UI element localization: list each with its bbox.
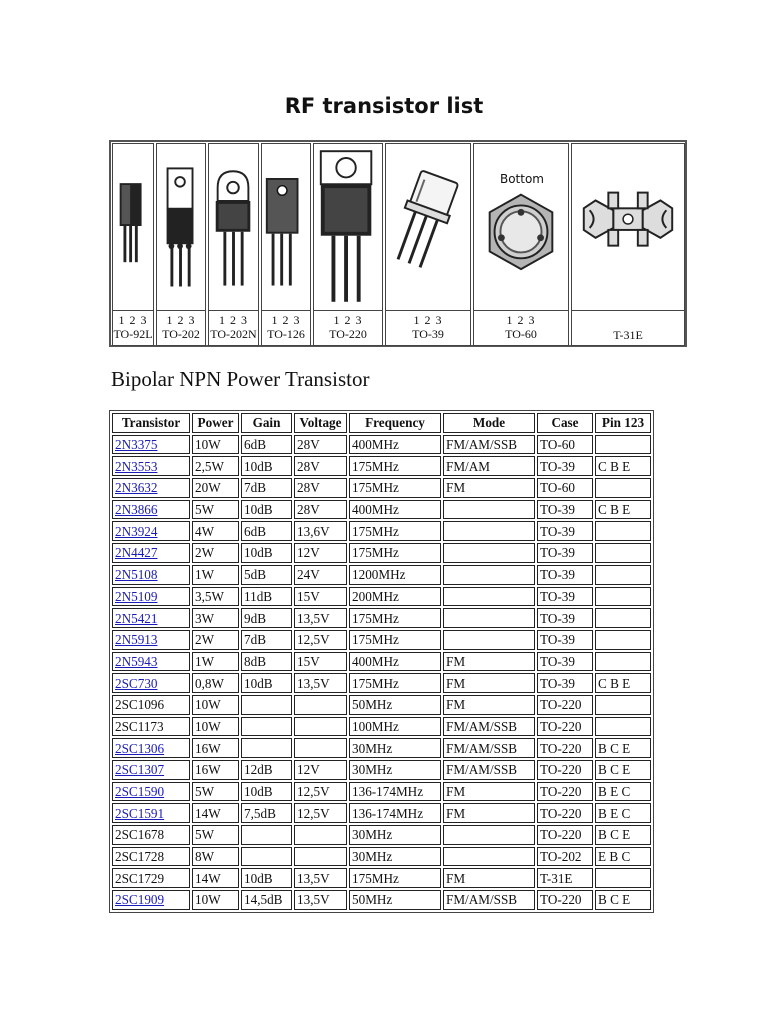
table-row <box>112 630 651 650</box>
voltage-cell: 13,5V <box>294 673 347 693</box>
mode-cell <box>443 587 535 607</box>
header-case: Case <box>537 413 593 433</box>
mode-cell <box>443 847 535 867</box>
pins-cell <box>595 652 651 672</box>
power-cell: 3W <box>192 608 239 628</box>
transistor-cell <box>112 456 190 476</box>
table-row <box>112 738 651 758</box>
transistor-cell <box>112 521 190 541</box>
frequency-cell: 175MHz <box>349 868 441 888</box>
frequency-cell: 175MHz <box>349 456 441 476</box>
gain-cell <box>241 847 292 867</box>
transistor-cell <box>112 782 190 802</box>
gain-cell: 10dB <box>241 456 292 476</box>
package-caption: 1 2 3 TO-92L <box>113 310 153 346</box>
package-cell-to39 <box>385 143 471 346</box>
pins-cell: B C E <box>595 825 651 845</box>
table-row <box>112 695 651 715</box>
pins-cell <box>595 565 651 585</box>
case-cell: TO-60 <box>537 435 593 455</box>
mode-cell: FM/AM/SSB <box>443 435 535 455</box>
transistor-cell: 2SC1729 <box>112 868 190 888</box>
pins-cell <box>595 608 651 628</box>
table-row <box>112 782 651 802</box>
mode-cell <box>443 608 535 628</box>
bottom-label: Bottom <box>499 172 544 186</box>
gain-cell <box>241 825 292 845</box>
case-cell: TO-220 <box>537 825 593 845</box>
table-row <box>112 587 651 607</box>
voltage-cell: 12,5V <box>294 630 347 650</box>
mode-cell: FM <box>443 673 535 693</box>
case-cell: TO-39 <box>537 543 593 563</box>
voltage-cell: 28V <box>294 500 347 520</box>
voltage-cell: 28V <box>294 478 347 498</box>
table-row <box>112 847 651 867</box>
table-row <box>112 673 651 693</box>
transistor-table <box>109 410 654 913</box>
power-cell: 5W <box>192 782 239 802</box>
transistor-cell <box>112 478 190 498</box>
pins-cell: B E C <box>595 803 651 823</box>
transistor-link[interactable]: 2N3553 <box>115 458 158 474</box>
header-voltage: Voltage <box>294 413 347 433</box>
table-row <box>112 543 651 563</box>
case-cell: TO-39 <box>537 565 593 585</box>
table-row <box>112 717 651 737</box>
package-cell-to92l <box>112 143 154 346</box>
mode-cell: FM <box>443 695 535 715</box>
to220-icon <box>314 144 382 308</box>
mode-cell <box>443 500 535 520</box>
table-row <box>112 760 651 780</box>
header-frequency: Frequency <box>349 413 441 433</box>
voltage-cell: 15V <box>294 587 347 607</box>
frequency-cell: 50MHz <box>349 695 441 715</box>
power-cell: 10W <box>192 435 239 455</box>
case-cell: TO-39 <box>537 652 593 672</box>
case-cell: TO-220 <box>537 695 593 715</box>
header-transistor: Transistor <box>112 413 190 433</box>
voltage-cell: 12V <box>294 760 347 780</box>
case-cell: TO-220 <box>537 738 593 758</box>
package-caption: 1 2 3 TO-126 <box>262 310 310 346</box>
gain-cell: 7dB <box>241 630 292 650</box>
case-cell: TO-60 <box>537 478 593 498</box>
table-row <box>112 478 651 498</box>
table-row <box>112 608 651 628</box>
frequency-cell: 100MHz <box>349 717 441 737</box>
frequency-cell: 175MHz <box>349 521 441 541</box>
mode-cell <box>443 565 535 585</box>
pins-cell <box>595 478 651 498</box>
pins-cell: B C E <box>595 738 651 758</box>
frequency-cell: 136-174MHz <box>349 803 441 823</box>
mode-cell: FM/AM/SSB <box>443 760 535 780</box>
transistor-link[interactable]: 2SC1590 <box>115 784 165 800</box>
case-cell: TO-39 <box>537 630 593 650</box>
to60-icon <box>474 144 568 308</box>
case-cell: TO-220 <box>537 803 593 823</box>
transistor-link[interactable]: 2N5108 <box>115 567 158 583</box>
power-cell: 3,5W <box>192 587 239 607</box>
to92l-icon <box>113 144 153 308</box>
table-row <box>112 803 651 823</box>
voltage-cell: 13,5V <box>294 868 347 888</box>
gain-cell <box>241 738 292 758</box>
t31e-icon <box>572 144 684 308</box>
gain-cell: 9dB <box>241 608 292 628</box>
pins-cell: B E C <box>595 782 651 802</box>
transistor-cell <box>112 738 190 758</box>
mode-cell: FM <box>443 782 535 802</box>
transistor-cell <box>112 673 190 693</box>
frequency-cell: 50MHz <box>349 890 441 910</box>
pins-cell: B C E <box>595 890 651 910</box>
header-gain: Gain <box>241 413 292 433</box>
transistor-cell <box>112 565 190 585</box>
gain-cell: 5dB <box>241 565 292 585</box>
gain-cell: 10dB <box>241 500 292 520</box>
case-cell: TO-39 <box>537 500 593 520</box>
package-cell-to202n <box>208 143 259 346</box>
voltage-cell: 24V <box>294 565 347 585</box>
mode-cell <box>443 521 535 541</box>
frequency-cell: 200MHz <box>349 587 441 607</box>
frequency-cell: 1200MHz <box>349 565 441 585</box>
power-cell: 2W <box>192 543 239 563</box>
case-cell: TO-39 <box>537 673 593 693</box>
case-cell: TO-220 <box>537 890 593 910</box>
pins-cell: C B E <box>595 456 651 476</box>
case-cell: TO-220 <box>537 717 593 737</box>
package-cell-to220 <box>313 143 383 346</box>
pins-cell <box>595 587 651 607</box>
pins-cell <box>595 695 651 715</box>
case-cell: TO-202 <box>537 847 593 867</box>
voltage-cell <box>294 738 347 758</box>
case-cell: TO-220 <box>537 760 593 780</box>
voltage-cell: 13,5V <box>294 890 347 910</box>
transistor-cell <box>112 630 190 650</box>
case-cell: TO-39 <box>537 456 593 476</box>
gain-cell: 7,5dB <box>241 803 292 823</box>
gain-cell: 6dB <box>241 521 292 541</box>
package-caption: 1 2 3 TO-60 <box>474 310 568 346</box>
page-title: RF transistor list <box>284 94 484 118</box>
to126-icon <box>262 144 310 308</box>
frequency-cell: 175MHz <box>349 608 441 628</box>
transistor-cell: 2SC1678 <box>112 825 190 845</box>
package-caption: T-31E <box>572 310 684 346</box>
power-cell: 14W <box>192 803 239 823</box>
voltage-cell: 28V <box>294 435 347 455</box>
package-caption: 1 2 3 TO-202N <box>209 310 258 346</box>
case-cell: T-31E <box>537 868 593 888</box>
gain-cell: 10dB <box>241 868 292 888</box>
voltage-cell <box>294 825 347 845</box>
package-strip <box>109 140 687 347</box>
section-subtitle: Bipolar NPN Power Transistor <box>111 367 370 391</box>
transistor-cell <box>112 760 190 780</box>
transistor-cell <box>112 608 190 628</box>
frequency-cell: 400MHz <box>349 652 441 672</box>
mode-cell <box>443 630 535 650</box>
frequency-cell: 400MHz <box>349 435 441 455</box>
to202-icon <box>157 144 205 308</box>
pins-cell <box>595 717 651 737</box>
pins-cell <box>595 630 651 650</box>
power-cell: 5W <box>192 500 239 520</box>
frequency-cell: 175MHz <box>349 630 441 650</box>
transistor-link[interactable]: 2N5913 <box>115 632 158 648</box>
table-header-row <box>112 413 651 433</box>
transistor-cell: 2SC1096 <box>112 695 190 715</box>
header-power: Power <box>192 413 239 433</box>
header-mode: Mode <box>443 413 535 433</box>
gain-cell: 12dB <box>241 760 292 780</box>
package-caption: 1 2 3 TO-39 <box>386 310 470 346</box>
power-cell: 8W <box>192 847 239 867</box>
frequency-cell: 400MHz <box>349 500 441 520</box>
transistor-link[interactable]: 2N4427 <box>115 545 158 561</box>
gain-cell: 10dB <box>241 543 292 563</box>
mode-cell: FM <box>443 478 535 498</box>
package-cell-to60 <box>473 143 569 346</box>
transistor-cell <box>112 890 190 910</box>
pins-cell: B C E <box>595 760 651 780</box>
transistor-link[interactable]: 2N5109 <box>115 588 158 604</box>
header-pins: Pin 123 <box>595 413 651 433</box>
gain-cell: 7dB <box>241 478 292 498</box>
mode-cell: FM/AM/SSB <box>443 738 535 758</box>
table-row <box>112 435 651 455</box>
transistor-link[interactable]: 2SC730 <box>115 675 158 691</box>
transistor-cell <box>112 543 190 563</box>
frequency-cell: 30MHz <box>349 825 441 845</box>
power-cell: 2,5W <box>192 456 239 476</box>
frequency-cell: 175MHz <box>349 478 441 498</box>
pins-cell <box>595 521 651 541</box>
pins-cell <box>595 868 651 888</box>
mode-cell <box>443 825 535 845</box>
to39-icon <box>386 144 470 308</box>
transistor-link[interactable]: 2SC1307 <box>115 762 165 778</box>
power-cell: 20W <box>192 478 239 498</box>
transistor-link[interactable]: 2SC1909 <box>115 892 165 908</box>
voltage-cell: 12V <box>294 543 347 563</box>
power-cell: 1W <box>192 565 239 585</box>
transistor-cell: 2SC1728 <box>112 847 190 867</box>
mode-cell: FM/AM/SSB <box>443 890 535 910</box>
gain-cell: 14,5dB <box>241 890 292 910</box>
mode-cell <box>443 543 535 563</box>
power-cell: 14W <box>192 868 239 888</box>
package-caption: 1 2 3 TO-202 <box>157 310 205 346</box>
transistor-cell <box>112 652 190 672</box>
transistor-link[interactable]: 2N5421 <box>115 610 158 626</box>
voltage-cell: 13,5V <box>294 608 347 628</box>
transistor-cell: 2SC1173 <box>112 717 190 737</box>
table-row <box>112 521 651 541</box>
voltage-cell: 12,5V <box>294 782 347 802</box>
table-row <box>112 652 651 672</box>
case-cell: TO-39 <box>537 521 593 541</box>
table-row <box>112 868 651 888</box>
package-caption: 1 2 3 TO-220 <box>314 310 382 346</box>
package-cell-to202 <box>156 143 206 346</box>
case-cell: TO-39 <box>537 608 593 628</box>
gain-cell: 10dB <box>241 673 292 693</box>
gain-cell: 10dB <box>241 782 292 802</box>
frequency-cell: 136-174MHz <box>349 782 441 802</box>
gain-cell <box>241 717 292 737</box>
voltage-cell <box>294 695 347 715</box>
frequency-cell: 30MHz <box>349 847 441 867</box>
transistor-link[interactable]: 2N3632 <box>115 480 158 496</box>
transistor-cell <box>112 500 190 520</box>
power-cell: 0,8W <box>192 673 239 693</box>
table-row <box>112 890 651 910</box>
power-cell: 10W <box>192 695 239 715</box>
pins-cell: C B E <box>595 500 651 520</box>
transistor-link[interactable]: 2N3924 <box>115 523 158 539</box>
voltage-cell: 12,5V <box>294 803 347 823</box>
table-row <box>112 825 651 845</box>
gain-cell: 6dB <box>241 435 292 455</box>
transistor-cell <box>112 803 190 823</box>
case-cell: TO-220 <box>537 782 593 802</box>
pins-cell: E B C <box>595 847 651 867</box>
voltage-cell: 13,6V <box>294 521 347 541</box>
voltage-cell <box>294 847 347 867</box>
mode-cell: FM/AM <box>443 456 535 476</box>
power-cell: 4W <box>192 521 239 541</box>
gain-cell: 8dB <box>241 652 292 672</box>
mode-cell: FM <box>443 652 535 672</box>
table-row <box>112 565 651 585</box>
mode-cell: FM <box>443 868 535 888</box>
power-cell: 10W <box>192 890 239 910</box>
pins-cell: C B E <box>595 673 651 693</box>
voltage-cell <box>294 717 347 737</box>
power-cell: 1W <box>192 652 239 672</box>
pins-cell <box>595 543 651 563</box>
power-cell: 5W <box>192 825 239 845</box>
frequency-cell: 175MHz <box>349 543 441 563</box>
power-cell: 10W <box>192 717 239 737</box>
package-cell-to126 <box>261 143 311 346</box>
power-cell: 16W <box>192 760 239 780</box>
voltage-cell: 15V <box>294 652 347 672</box>
gain-cell <box>241 695 292 715</box>
gain-cell: 11dB <box>241 587 292 607</box>
transistor-cell <box>112 435 190 455</box>
to202n-icon <box>209 144 258 308</box>
transistor-cell <box>112 587 190 607</box>
transistor-link[interactable]: 2N3866 <box>115 502 158 518</box>
table-row <box>112 456 651 476</box>
voltage-cell: 28V <box>294 456 347 476</box>
power-cell: 16W <box>192 738 239 758</box>
mode-cell: FM <box>443 803 535 823</box>
pins-cell <box>595 435 651 455</box>
transistor-link[interactable]: 2N3375 <box>115 437 158 453</box>
package-cell-t31e <box>571 143 685 346</box>
transistor-link[interactable]: 2SC1306 <box>115 740 165 756</box>
case-cell: TO-39 <box>537 587 593 607</box>
power-cell: 2W <box>192 630 239 650</box>
frequency-cell: 30MHz <box>349 738 441 758</box>
transistor-link[interactable]: 2N5943 <box>115 653 158 669</box>
frequency-cell: 175MHz <box>349 673 441 693</box>
table-row <box>112 500 651 520</box>
mode-cell: FM/AM/SSB <box>443 717 535 737</box>
transistor-link[interactable]: 2SC1591 <box>115 805 165 821</box>
frequency-cell: 30MHz <box>349 760 441 780</box>
